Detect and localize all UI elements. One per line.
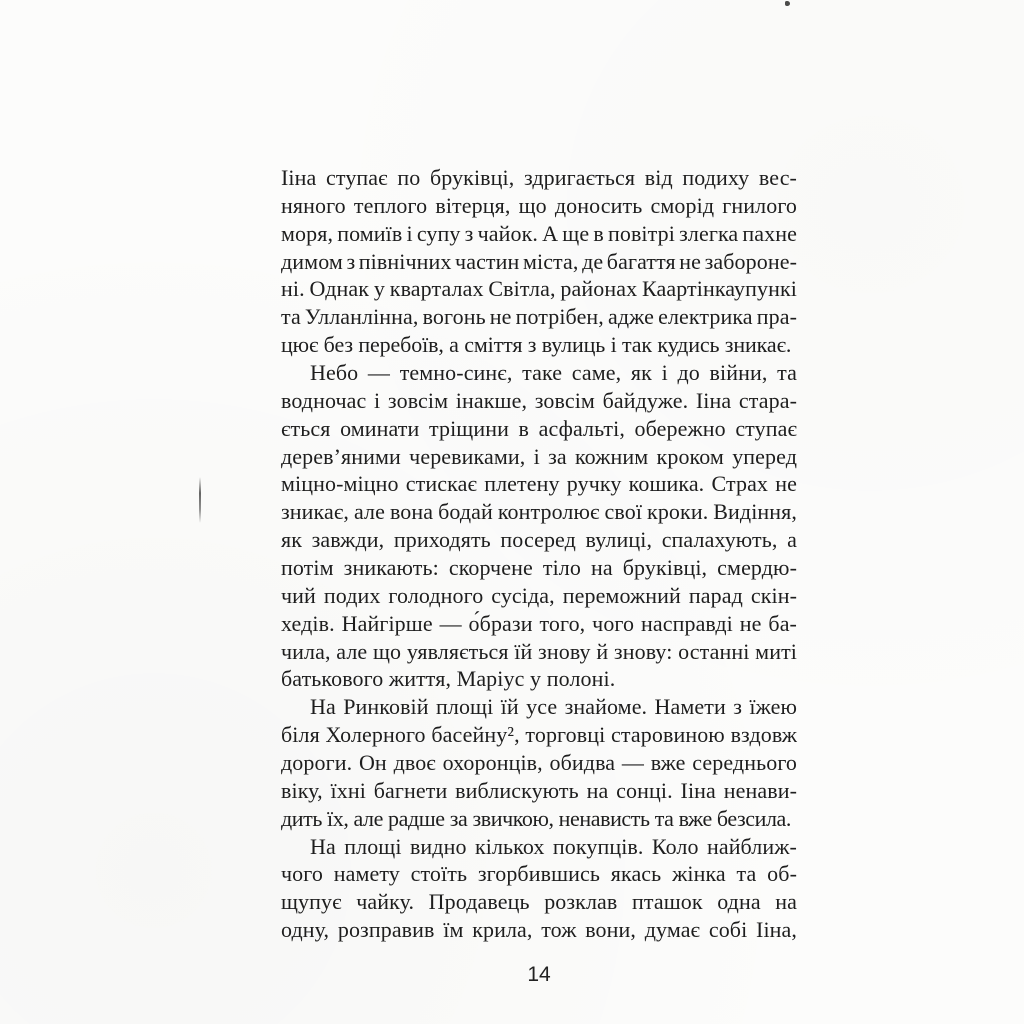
- text-line: няного теплого вітерця, що доносить сморід гнилого: [281, 192, 797, 218]
- text-line: чила, але що уявляється їй знову й знову: останні миті: [281, 638, 797, 664]
- text-line: міцно-міцно стискає плетену ручку кошика. Страх не: [281, 471, 797, 497]
- text-line: Ііна ступає по бруківці, здригається від подиху вес-: [281, 165, 797, 190]
- text-line: водночас і зовсім інакше, зовсім байдуже. Ііна стара-: [281, 387, 797, 413]
- text-line: Небо — темно-синє, таке саме, як і до війни, та: [310, 360, 797, 386]
- page-number: 14: [527, 963, 551, 986]
- text-line: чий подих голодного сусіда, переможний парад скін-: [281, 582, 797, 608]
- text-line: зникає, але вона бодай контролює свої кроки. Видіння,: [281, 499, 797, 525]
- text-line: хедів. Найгірше — о́брази того, чого насправді не ба-: [281, 610, 797, 636]
- text-line: віку, їхні багнети виблискують на сонці. Ііна ненави-: [281, 777, 797, 803]
- text-line: На Ринковій площі їй усе знайоме. Намети з їжею: [310, 694, 797, 720]
- text-block: [281, 164, 797, 944]
- text-line: чого намету стоїть згорбившись якась жінка та об-: [281, 861, 797, 887]
- text-line: щупує чайку. Продавець розклав пташок одна на: [281, 889, 797, 915]
- text-line: дороги. Он двоє охоронців, обидва — вже середнього: [281, 750, 797, 776]
- text-line: ється оминати тріщини в асфальті, обережно ступає: [281, 415, 797, 441]
- text-line: димом з північних частин міста, де багаття не забороне-: [281, 248, 797, 274]
- scan-hairline-artifact: [199, 477, 201, 523]
- text-line: батькового життя, Маріус у полоні.: [281, 666, 616, 692]
- scan-speck-artifact: [785, 1, 790, 6]
- text-line: На площі видно кількох покупців. Коло найближ-: [310, 833, 797, 859]
- text-line: дерев’яними черевиками, і за кожним кроком уперед: [281, 443, 797, 469]
- text-line: цює без перебоїв, а сміття з вулиць і так кудись зникає.: [281, 332, 792, 358]
- text-line: біля Холерного басейну², торговці старовиною вздовж: [281, 722, 797, 748]
- text-line: одну, розправив їм крила, тож вони, думає собі Ііна,: [281, 917, 797, 943]
- text-line: та Улланлінна, вогонь не потрібен, адже електрика пра-: [281, 304, 797, 330]
- text-line: потім зникають: скорчене тіло на бруківці, смердю-: [281, 555, 797, 581]
- text-line: ні. Однак у кварталах Світла, районах Каартінкаупункі: [281, 276, 797, 302]
- text-line: як завжди, приходять посеред вулиці, спалахують, а: [281, 527, 797, 553]
- text-line: моря, помиїв і супу з чайок. А ще в повітрі злегка пахне: [281, 220, 797, 246]
- text-line: дить їх, але радше за звичкою, ненависть та вже безсила.: [281, 805, 791, 831]
